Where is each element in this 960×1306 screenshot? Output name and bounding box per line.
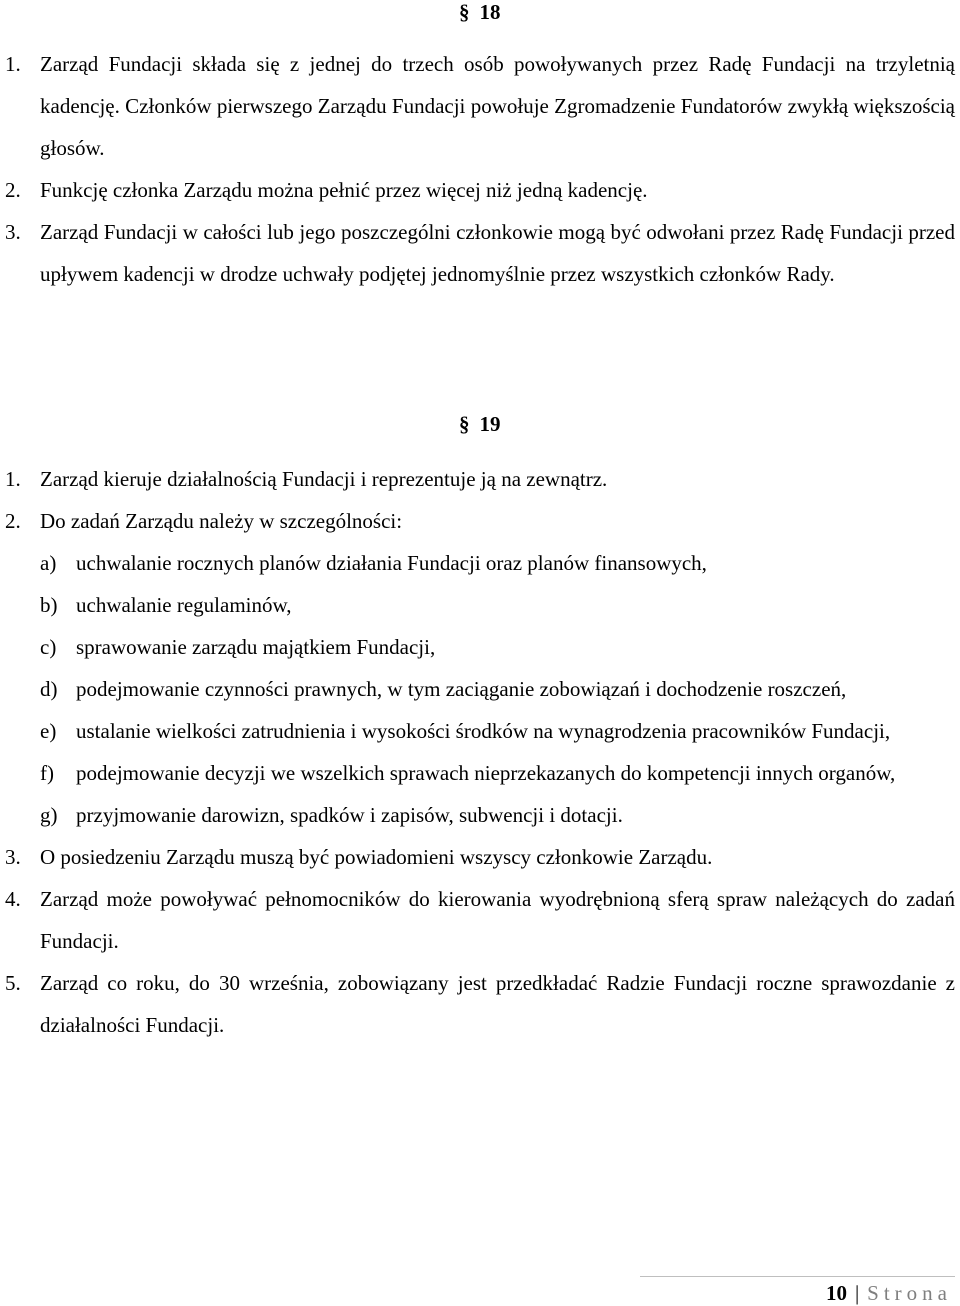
sub-item-letter: a) <box>40 551 57 575</box>
sub-list-item <box>0 710 955 752</box>
sub-item-text: uchwalanie regulaminów, <box>76 593 292 617</box>
sub-list-item <box>0 626 955 668</box>
item-number: 3. <box>5 220 21 244</box>
sub-list-item <box>0 668 955 710</box>
list-item <box>0 169 955 211</box>
item-number: 3. <box>5 845 21 869</box>
item-text: Zarząd kieruje działalnością Fundacji i reprezentuje ją na zewnątrz. <box>40 467 608 491</box>
section-18-heading <box>459 0 501 24</box>
page-number: 10 <box>825 1281 847 1305</box>
item-text: O posiedzeniu Zarządu muszą być powiadomieni wszyscy członkowie Zarządu. <box>40 845 713 869</box>
sub-list-item <box>0 584 955 626</box>
item-text: Zarząd Fundacji w całości lub jego poszczególni członkowie mogą być odwołani przez Radę Fundacji przed upływem kadencji w drodze uchwały podjętej jednomyślnie przez wszystkich członków Rady. <box>40 220 955 286</box>
footer-separator: | <box>854 1281 860 1305</box>
list-item <box>0 458 955 500</box>
section-symbol: § <box>459 412 470 436</box>
section-18-body <box>0 43 955 295</box>
list-item <box>0 836 955 878</box>
item-text: Zarząd co roku, do 30 września, zobowiązany jest przedkładać Radzie Fundacji roczne sprawozdanie z działalności Fundacji. <box>40 971 955 1037</box>
sub-item-text: przyjmowanie darowizn, spadków i zapisów, subwencji i dotacji. <box>76 803 623 827</box>
list-item <box>0 211 955 295</box>
item-text: Zarząd Fundacji składa się z jednej do trzech osób powoływanych przez Radę Fundacji na trzyletnią kadencję. Członków pierwszego Zarządu Fundacji powołuje Zgromadzenie Fundatorów zwykłą większością głosów. <box>40 52 955 160</box>
sub-item-letter: f) <box>40 761 54 785</box>
sub-item-letter: b) <box>40 593 58 617</box>
item-number: 1. <box>5 467 21 491</box>
sub-item-text: uchwalanie rocznych planów działania Fundacji oraz planów finansowych, <box>76 551 707 575</box>
item-number: 1. <box>5 52 21 76</box>
item-text: Do zadań Zarządu należy w szczególności: <box>40 509 403 533</box>
section-19-body <box>0 458 955 1046</box>
page-label: Strona <box>867 1281 952 1305</box>
list-item <box>0 43 955 169</box>
sub-item-text: sprawowanie zarządu majątkiem Fundacji, <box>76 635 436 659</box>
sub-item-text: podejmowanie decyzji we wszelkich sprawach nieprzekazanych do kompetencji innych organów, <box>76 761 896 785</box>
item-number: 5. <box>5 971 21 995</box>
item-number: 2. <box>5 509 21 533</box>
sub-item-letter: c) <box>40 635 57 659</box>
item-number: 2. <box>5 178 21 202</box>
sub-item-text: podejmowanie czynności prawnych, w tym zaciąganie zobowiązań i dochodzenie roszczeń, <box>76 677 847 701</box>
section-number: 19 <box>479 412 501 436</box>
item-number: 4. <box>5 887 21 911</box>
section-19-heading <box>459 412 501 436</box>
sub-item-letter: g) <box>40 803 58 827</box>
item-text: Funkcję członka Zarządu można pełnić przez więcej niż jedną kadencję. <box>40 178 648 202</box>
list-item <box>0 878 955 962</box>
item-text: Zarząd może powoływać pełnomocników do kierowania wyodrębnioną sferą spraw należących do zadań Fundacji. <box>40 887 955 953</box>
page-footer <box>826 1280 952 1306</box>
sub-item-letter: e) <box>40 719 57 743</box>
sub-item-letter: d) <box>40 677 58 701</box>
sub-list-item <box>0 794 955 836</box>
footer-divider <box>640 1276 955 1277</box>
section-symbol: § <box>459 0 470 24</box>
sub-item-text: ustalanie wielkości zatrudnienia i wysokości środków na wynagrodzenia pracowników Fundacji, <box>76 719 891 743</box>
sub-list-item <box>0 542 955 584</box>
section-number: 18 <box>479 0 501 24</box>
list-item <box>0 962 955 1046</box>
sub-list-item <box>0 752 955 794</box>
list-item <box>0 500 955 542</box>
